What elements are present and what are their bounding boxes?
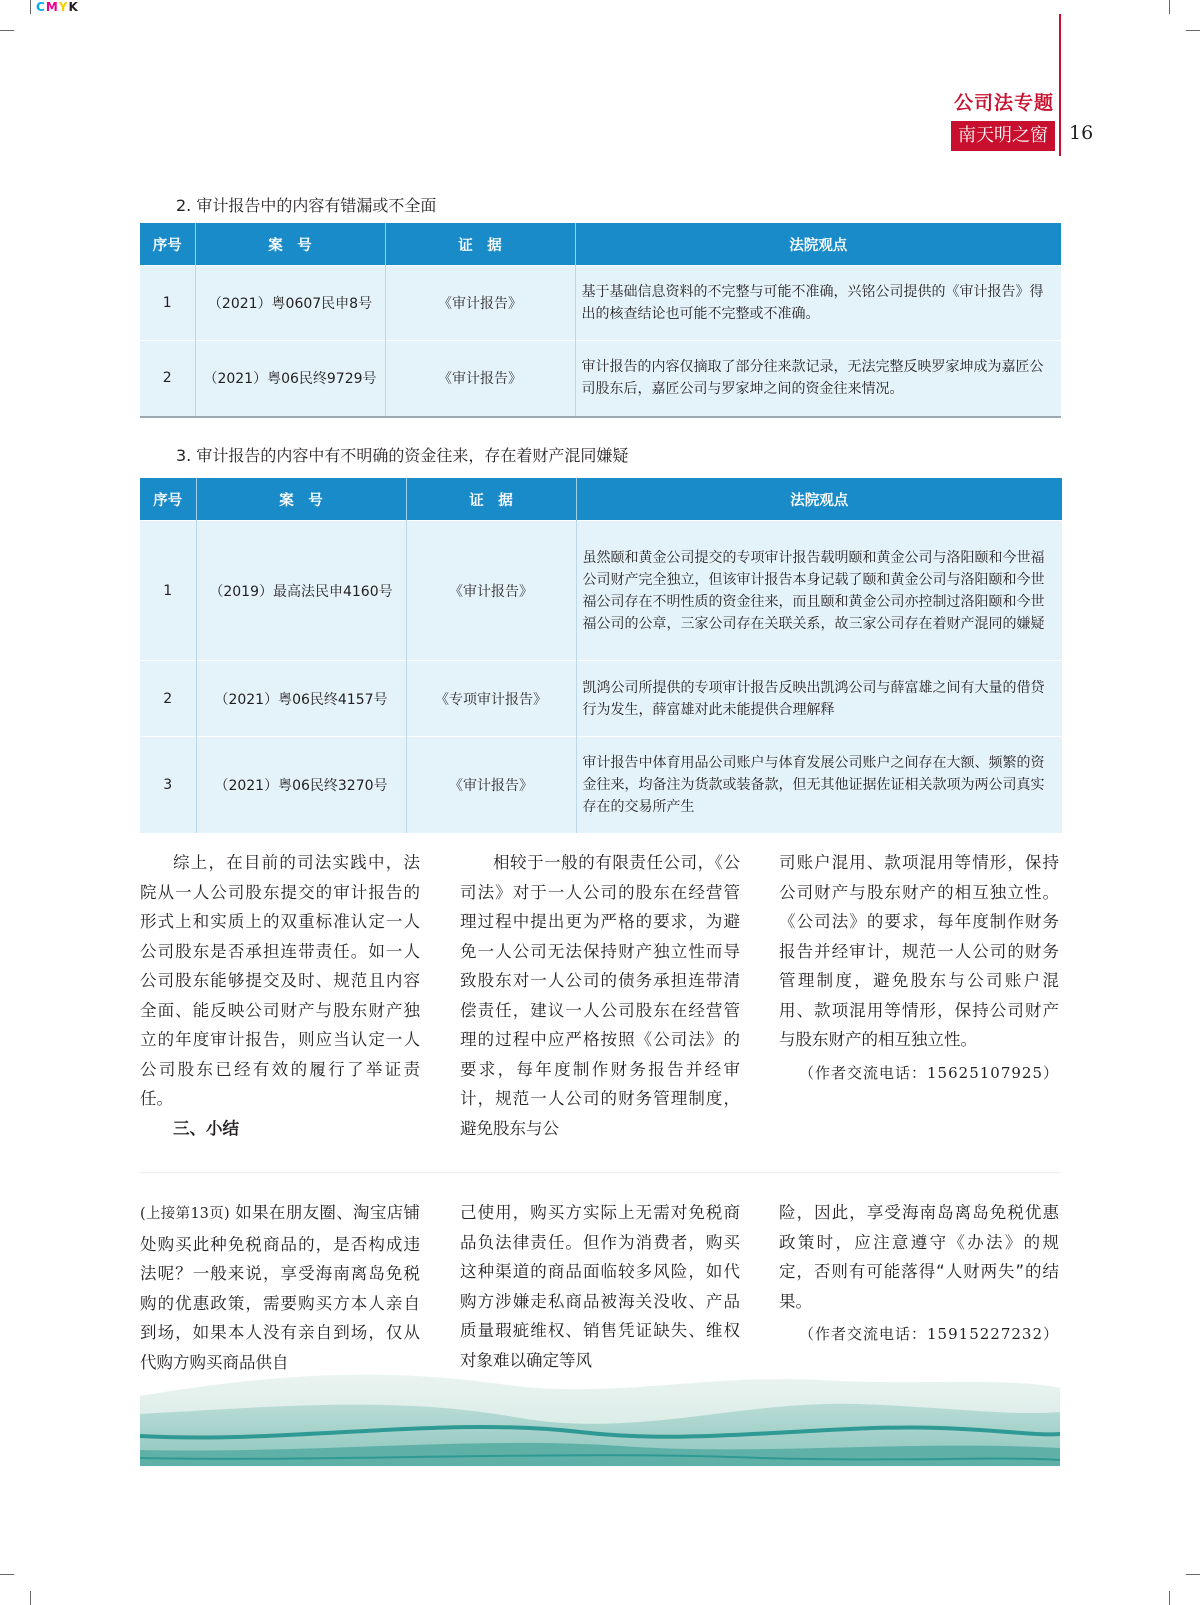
table-row xyxy=(140,521,1062,661)
col-header: 法院观点 xyxy=(575,223,1061,266)
paragraph: 司账户混用、款项混用等情形，保持公司财产与股东财产的相互独立性。《公司法》的要求，每年度制作财务报告并经审计，规范一人公司的财务管理制度，避免股东与公司账户混用、款项混用等情形，保持公司财产与股东财产的相互独立性。 xyxy=(779,853,1059,1049)
cell-case: （2021）粤06民终4157号 xyxy=(196,661,406,737)
author-contact: （作者交流电话：15915227232） xyxy=(799,1325,1059,1343)
table-row xyxy=(140,661,1062,737)
paragraph: 险，因此，享受海南岛离岛免税优惠政策时，应注意遵守《办法》的规定，否则有可能落得“人财两失”的结果。 xyxy=(779,1203,1059,1311)
cell-opinion: 审计报告中体育用品公司账户与体育发展公司账户之间存在大额、频繁的资金往来，均备注为货款或装备款，但无其他证据佐证相关款项为两公司真实存在的交易所产生 xyxy=(576,737,1062,833)
cell-case: （2021）粤06民终9729号 xyxy=(195,341,385,416)
case-table-3 xyxy=(140,478,1062,833)
section-heading: 2. 审计报告中的内容有错漏或不全面 xyxy=(176,196,437,215)
cell-opinion: 虽然颐和黄金公司提交的专项审计报告载明颐和黄金公司与洛阳颐和今世福公司财产完全独立，但该审计报告本身记载了颐和黄金公司与洛阳颐和今世福公司存在不明性质的资金往来，而且颐和黄金公司亦控制过洛阳颐和今世福公司的公章，三家公司存在关联关系，故三家公司存在着财产混同的嫌疑 xyxy=(576,521,1062,661)
table-row xyxy=(140,737,1062,833)
cell-opinion: 基于基础信息资料的不完整与可能不准确，兴铭公司提供的《审计报告》得出的核查结论也可能不完整或不准确。 xyxy=(575,266,1061,341)
cmyk-m: M xyxy=(45,0,59,14)
paragraph: 相较于一般的有限责任公司，《公司法》对于一人公司的股东在经营管理过程中提出更为严格的要求，为避免一人公司无法保持财产独立性而导致股东对一人公司的债务承担连带清偿责任，建议一人公司股东在经营管理的过程中应严格按照《公司法》的要求，每年度制作财务报告并经审计，规范一人公司的财务管理制度，避免股东与公 xyxy=(460,853,740,1138)
crop-mark xyxy=(0,1574,14,1575)
header-rule xyxy=(1059,14,1061,156)
cell-evidence: 《专项审计报告》 xyxy=(406,661,576,737)
section-topic: 公司法专题 xyxy=(953,92,1054,114)
crop-mark xyxy=(0,30,14,31)
article-column-1 xyxy=(140,848,420,1143)
crop-mark xyxy=(1169,1591,1170,1605)
cell-evidence: 《审计报告》 xyxy=(385,341,575,416)
table-header-row xyxy=(140,223,1061,266)
crop-mark xyxy=(1186,30,1200,31)
paragraph: 综上，在目前的司法实践中，法院从一人公司股东提交的审计报告的形式上和实质上的双重标准认定一人公司股东是否承担连带责任。如一人公司股东能够提交及时、规范且内容全面、能反映公司财产与股东财产独立的年度审计报告，则应当认定一人公司股东已经有效的履行了举证责任。 xyxy=(140,853,420,1108)
article-column-3 xyxy=(779,848,1059,1088)
col-header: 序号 xyxy=(140,478,196,521)
table-row xyxy=(140,266,1061,341)
col-header: 证 据 xyxy=(406,478,576,521)
col-header: 序号 xyxy=(140,223,195,266)
section-subheading: 三、小结 xyxy=(173,1118,239,1138)
col-header: 案 号 xyxy=(195,223,385,266)
continued-marker: (上接第13页) xyxy=(140,1206,230,1222)
cell-opinion: 审计报告的内容仅摘取了部分往来款记录，无法完整反映罗家坤成为嘉匠公司股东后，嘉匠公司与罗家坤之间的资金往来情况。 xyxy=(575,341,1061,416)
col-header: 证 据 xyxy=(385,223,575,266)
cell-opinion: 凯鸿公司所提供的专项审计报告反映出凯鸿公司与薛富雄之间有大量的借贷行为发生，薛富雄对此未能提供合理解释 xyxy=(576,661,1062,737)
continued-column-3 xyxy=(779,1198,1059,1350)
table-bottom-rule xyxy=(140,416,1061,418)
author-contact: （作者交流电话：15625107925） xyxy=(799,1063,1059,1082)
cell-no: 2 xyxy=(140,341,195,416)
crop-mark xyxy=(30,1591,31,1605)
cell-evidence: 《审计报告》 xyxy=(406,737,576,833)
section-divider xyxy=(140,1172,1060,1173)
cmyk-k: K xyxy=(68,0,79,14)
cell-evidence: 《审计报告》 xyxy=(406,521,576,661)
col-header: 案 号 xyxy=(196,478,406,521)
cell-case: （2021）粤0607民申8号 xyxy=(195,266,385,341)
paragraph xyxy=(140,1198,420,1377)
section-heading: 3. 审计报告的内容中有不明确的资金往来，存在着财产混同嫌疑 xyxy=(176,446,629,465)
cell-no: 2 xyxy=(140,661,196,737)
article-column-2 xyxy=(460,848,740,1143)
page-number: 16 xyxy=(1069,122,1094,144)
cell-no: 1 xyxy=(140,521,196,661)
cmyk-marks xyxy=(36,0,79,14)
cmyk-y: Y xyxy=(58,0,69,14)
cell-case: （2021）粤06民终3270号 xyxy=(196,737,406,833)
cmyk-c: C xyxy=(36,0,46,14)
cell-no: 1 xyxy=(140,266,195,341)
col-header: 法院观点 xyxy=(576,478,1062,521)
paragraph: 己使用，购买方实际上无需对免税商品负法律责任。但作为消费者，购买这种渠道的商品面临较多风险，如代购方涉嫌走私商品被海关没收、产品质量瑕疵维权、销售凭证缺失、维权对象难以确定等风 xyxy=(460,1203,740,1370)
continued-column-2 xyxy=(460,1198,740,1375)
case-table-2 xyxy=(140,223,1061,416)
cell-case: （2019）最高法民申4160号 xyxy=(196,521,406,661)
crop-mark xyxy=(30,0,31,14)
crop-mark xyxy=(1169,0,1170,14)
paragraph-text: 如果在朋友圈、淘宝店铺处购买此种免税商品的，是否构成违法呢？一般来说，享受海南离岛免税购的优惠政策，需要购买方本人亲自到场，如果本人没有亲自到场，仅从代购方购买商品供自 xyxy=(140,1203,421,1372)
cell-evidence: 《审计报告》 xyxy=(385,266,575,341)
table-row xyxy=(140,341,1061,416)
table-header-row xyxy=(140,478,1062,521)
cell-no: 3 xyxy=(140,737,196,833)
wave-decoration xyxy=(140,1366,1060,1466)
continued-column-1 xyxy=(140,1198,420,1377)
column-brand: 南天明之窗 xyxy=(951,121,1055,151)
crop-mark xyxy=(1186,1574,1200,1575)
